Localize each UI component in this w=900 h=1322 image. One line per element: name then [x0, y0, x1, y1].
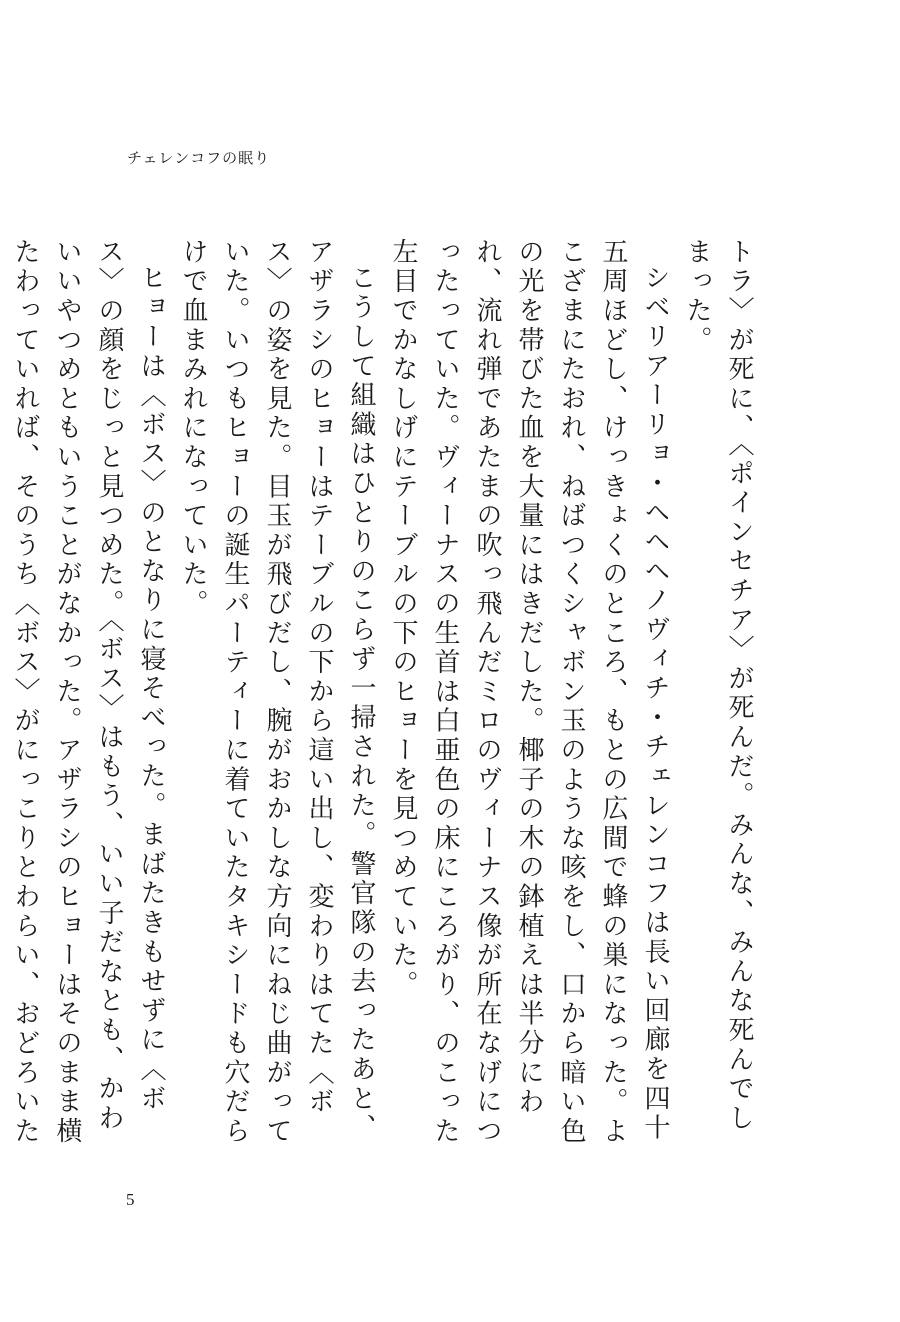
- paragraph-continued: トラ〉が死に、〈ポインセチア〉が死んだ。みんな、みんな死んでしまった。: [682, 238, 754, 1134]
- page-number: 5: [126, 1190, 135, 1209]
- running-title: チェレンコフの眠り: [127, 149, 271, 167]
- paragraph: ヒョーは〈ボス〉のとなりに寝そべった。まばたきもせずに〈ボス〉の顔をじっと見つめた。〈ボス〉はもう、いい子だなとも、かわいいやつめともいうことがなかった。アザラシのヒョーはそのまま横たわっていれば、そのうち〈ボス〉がにっこりとわらい、おどろいた: [10, 238, 166, 1147]
- paragraph: こうして組織はひとりのこらず一掃された。警官隊の去ったあと、アザラシのヒョーはテーブルの下から這い出し、変わりはてた〈ボス〉の姿を見た。目玉が飛びだし、腕がおかしな方向にねじ曲がっていた。いつもヒョーの誕生パーティーに着ていたタキシードも穴だらけで血まみれになっていた。: [178, 238, 376, 1147]
- novel-text-body: [10, 238, 760, 1158]
- paragraph: シベリアーリョ・ヘヘヘノヴィチ・チェレンコフは長い回廊を四十五周ほどし、けっきょくのところ、もとの広間で蜂の巣になった。よこざまにたおれ、ねばつくシャボン玉のような咳をし、口から暗い色の光を帯びた血を大量にはきだした。椰子の木の鉢植えは半分にわれ、流れ弾であたまの吹っ飛んだミロのヴィーナス像が所在なげにつったっていた。ヴィーナスの生首は白亜色の床にころがり、のこった左目でかなしげにテーブルの下のヒョーを見つめていた。: [388, 238, 670, 1147]
